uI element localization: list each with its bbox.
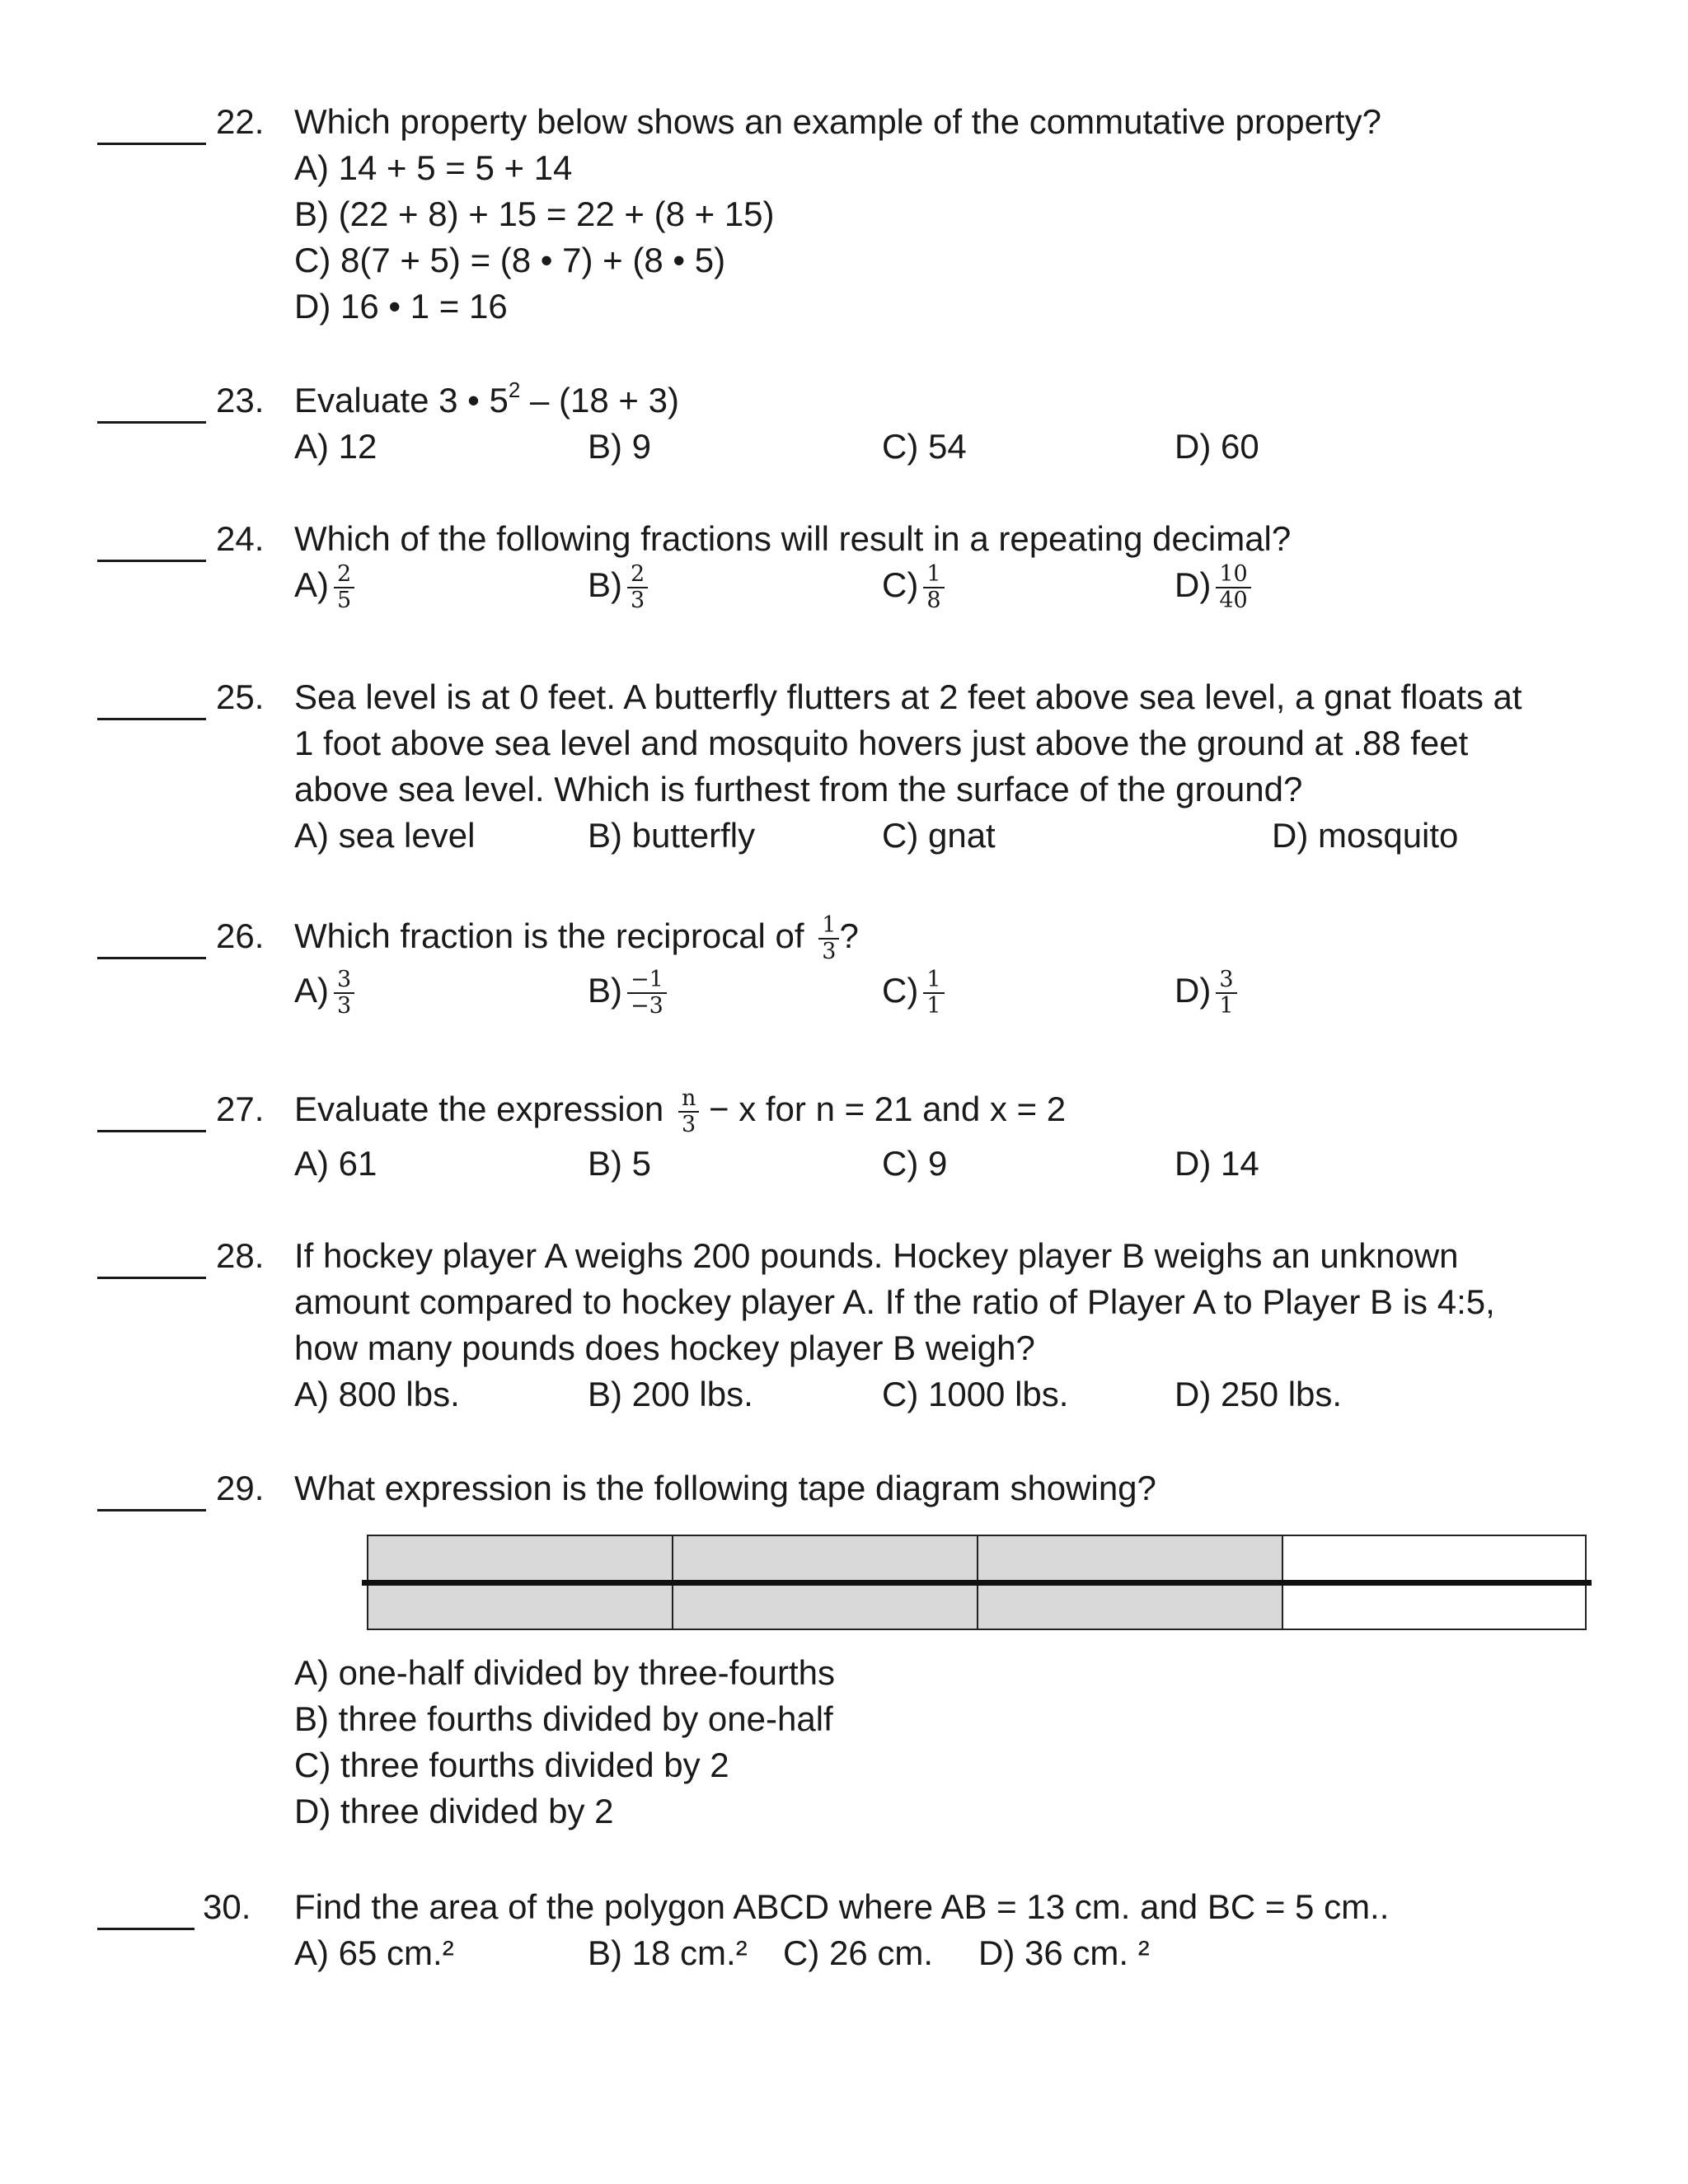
stem-text: Evaluate 3 • 5	[294, 381, 509, 419]
choice-d[interactable]: D) 36 cm. ²	[978, 1933, 1150, 1972]
fraction	[1216, 968, 1236, 1019]
answer-blank[interactable]	[97, 1086, 206, 1132]
question-stem	[294, 912, 1580, 964]
stem-line: 1 foot above sea level and mosquito hovers just above the ground at .88 feet	[294, 724, 1469, 762]
choice-d[interactable]: D) three divided by 2	[294, 1792, 614, 1830]
stem-text: − x for n = 21 and x = 2	[709, 1090, 1067, 1129]
exponent: 2	[508, 377, 521, 402]
question-stem	[294, 1085, 1580, 1137]
choice-b[interactable]: B) butterfly	[588, 816, 756, 855]
choice-c[interactable]: C) 1000 lbs.	[882, 1375, 1069, 1413]
choice-a[interactable]: A) one-half divided by three-fourths	[294, 1653, 836, 1692]
numerator: 3	[1216, 968, 1236, 994]
choice-a[interactable]: A) 800 lbs.	[294, 1375, 460, 1413]
numerator: 1	[818, 913, 839, 940]
question-stem	[294, 99, 1580, 330]
stem-line: What expression is the following tape diagram showing?	[294, 1469, 1156, 1507]
choice-d[interactable]: D) 60	[1175, 427, 1259, 466]
choice-b[interactable]: B) 9	[588, 427, 652, 466]
answer-blank[interactable]	[97, 1233, 206, 1279]
stem-line: Which of the following fractions will result in a repeating decimal?	[294, 519, 1292, 558]
question-number: 26.	[216, 916, 265, 955]
question-stem	[294, 516, 1580, 562]
stem-line: amount compared to hockey player A. If the ratio of Player A to Player B is 4:5,	[294, 1282, 1495, 1321]
choice-c[interactable]: C) 54	[882, 427, 967, 466]
stem-line: Find the area of the polygon ABCD where AB = 13 cm. and BC = 5 cm..	[294, 1887, 1390, 1926]
choice-b[interactable]: B) (22 + 8) + 15 = 22 + (8 + 15)	[294, 194, 775, 233]
question-number: 22.	[216, 102, 265, 141]
numerator: 2	[627, 562, 648, 588]
choice-c[interactable]: C) 26 cm.	[783, 1933, 934, 1972]
choice-c[interactable]: C) gnat	[882, 816, 996, 855]
numerator: −1	[627, 968, 667, 994]
choice-c[interactable]: C) 9	[882, 1144, 948, 1183]
numerator: 1	[923, 968, 944, 994]
stem-text: – (18 + 3)	[520, 381, 679, 419]
choice-d[interactable]: D) 16 • 1 = 16	[294, 287, 508, 326]
choice-label: C)	[882, 565, 919, 605]
question-number: 24.	[216, 519, 265, 558]
question-stem	[294, 377, 1580, 424]
fraction	[1216, 562, 1250, 613]
numerator: 3	[334, 968, 354, 994]
tape-divider-line	[362, 1580, 1592, 1586]
choice-label: A)	[294, 565, 329, 605]
choice-b[interactable]	[588, 968, 667, 1019]
denominator: 40	[1219, 588, 1248, 613]
question-stem	[294, 1884, 1580, 1930]
choice-d[interactable]: D) 14	[1175, 1144, 1259, 1183]
question-number: 27.	[216, 1090, 265, 1128]
choice-b[interactable]: B) 200 lbs.	[588, 1375, 753, 1413]
choice-a[interactable]: A) 65 cm.²	[294, 1933, 454, 1972]
choice-a[interactable]: A) 12	[294, 427, 377, 466]
stem-line: If hockey player A weighs 200 pounds. Hockey player B weighs an unknown	[294, 1236, 1459, 1275]
denominator: 1	[1219, 993, 1234, 1019]
question-number: 25.	[216, 677, 265, 716]
choice-d[interactable]	[1175, 562, 1251, 613]
choice-d[interactable]	[1175, 968, 1237, 1019]
choice-label: D)	[1175, 971, 1212, 1010]
denominator: 3	[682, 1112, 696, 1137]
question-stem	[294, 674, 1580, 813]
question-number: 29.	[216, 1469, 265, 1507]
choice-a[interactable]: A) 61	[294, 1144, 377, 1183]
choice-b[interactable]	[588, 562, 648, 613]
choice-c[interactable]	[882, 968, 945, 1019]
stem-text: ?	[839, 916, 859, 956]
choice-a[interactable]: A) sea level	[294, 816, 476, 855]
denominator: 1	[926, 993, 941, 1019]
choice-label: B)	[588, 971, 622, 1010]
question-stem	[294, 1233, 1580, 1371]
denominator: 3	[822, 939, 837, 964]
fraction	[334, 968, 354, 1019]
question-stem	[294, 1465, 1580, 1511]
choice-d[interactable]: D) mosquito	[1272, 816, 1459, 855]
stem-line	[294, 1085, 1580, 1137]
stem-line: above sea level. Which is furthest from the surface of the ground?	[294, 770, 1303, 808]
choice-a[interactable]	[294, 562, 354, 613]
answer-blank[interactable]	[97, 674, 206, 720]
stem-line: Which property below shows an example of the commutative property?	[294, 102, 1381, 141]
stem-text: Which fraction is the reciprocal of	[294, 916, 804, 956]
numerator: 1	[923, 562, 944, 588]
choice-label: C)	[882, 971, 919, 1010]
choice-c[interactable]: C) three fourths divided by 2	[294, 1746, 729, 1784]
choice-label: B)	[588, 565, 622, 605]
numerator: n	[678, 1086, 699, 1113]
fraction	[627, 968, 667, 1019]
choice-label: D)	[1175, 565, 1212, 605]
choice-a[interactable]	[294, 968, 354, 1019]
denominator: 8	[926, 588, 941, 613]
fraction	[678, 1086, 699, 1137]
fraction	[923, 562, 944, 613]
fraction	[627, 562, 648, 613]
answer-blank[interactable]	[97, 377, 206, 424]
stem-line: Sea level is at 0 feet. A butterfly flutters at 2 feet above sea level, a gnat floats at	[294, 677, 1522, 716]
question-number: 30.	[203, 1887, 251, 1926]
answer-blank[interactable]	[97, 1465, 206, 1511]
choice-b[interactable]: B) three fourths divided by one-half	[294, 1699, 833, 1738]
stem-line	[294, 912, 1580, 964]
denominator: −3	[631, 993, 663, 1019]
choice-c[interactable]	[882, 562, 945, 613]
stem-line	[294, 377, 1580, 424]
answer-blank[interactable]	[97, 516, 206, 562]
numerator: 10	[1216, 562, 1250, 588]
fraction	[818, 913, 839, 964]
question-number: 23.	[216, 381, 265, 419]
stem-text: Evaluate the expression	[294, 1090, 664, 1129]
choice-label: A)	[294, 971, 329, 1010]
choice-a[interactable]: A) 14 + 5 = 5 + 14	[294, 148, 573, 187]
answer-blank[interactable]	[97, 99, 206, 145]
choice-b[interactable]: B) 5	[588, 1144, 652, 1183]
denominator: 3	[631, 588, 645, 613]
fraction	[923, 968, 944, 1019]
question-number: 28.	[216, 1236, 265, 1275]
choice-list	[294, 1650, 1580, 1835]
numerator: 2	[334, 562, 354, 588]
choice-b[interactable]: B) 18 cm.²	[588, 1933, 748, 1972]
answer-blank[interactable]	[97, 913, 206, 959]
stem-line: how many pounds does hockey player B weigh?	[294, 1329, 1035, 1367]
denominator: 3	[337, 993, 352, 1019]
answer-blank[interactable]	[97, 1884, 195, 1930]
fraction	[334, 562, 354, 613]
tape-diagram	[367, 1535, 1587, 1630]
choice-c[interactable]: C) 8(7 + 5) = (8 • 7) + (8 • 5)	[294, 241, 726, 279]
denominator: 5	[337, 588, 352, 613]
choice-d[interactable]: D) 250 lbs.	[1175, 1375, 1343, 1413]
